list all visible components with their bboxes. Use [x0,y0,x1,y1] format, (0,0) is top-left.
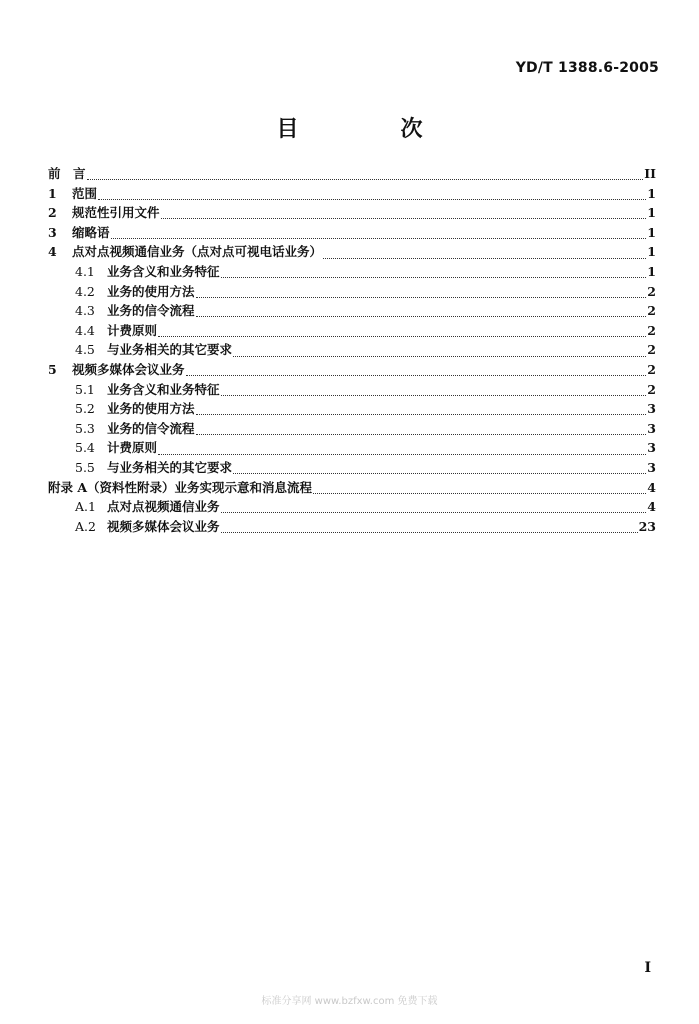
toc-entry-page: 4 [647,499,656,515]
toc-entry-title: 业务的使用方法 [107,401,195,417]
toc-entry[interactable] [48,321,656,341]
toc-entry-number: 4.1 [75,263,95,279]
toc-entry-title: 附录 A（资料性附录）业务实现示意和消息流程 [48,479,313,495]
toc-entry-page: 3 [647,420,656,436]
toc-entry-number: 5.1 [75,381,95,397]
toc-entry-page: 2 [647,283,656,299]
dot-leader [323,248,646,259]
dot-leader [313,483,646,494]
dot-leader [233,463,646,474]
toc-entry-title: 业务的信令流程 [107,303,195,319]
toc-entry-page: 4 [647,479,656,495]
toc-entry-page: 1 [647,224,656,240]
toc-entry-title: 规范性引用文件 [72,205,160,221]
dot-leader [221,267,647,278]
dot-leader [196,424,647,435]
dot-leader [111,228,647,239]
toc-entry-number: 4.2 [75,283,95,299]
toc-entry[interactable] [48,301,656,321]
toc-entry-title: 业务的信令流程 [107,420,195,436]
toc-entry-page: 2 [647,322,656,338]
toc-entry[interactable] [48,223,656,243]
toc-entry[interactable] [48,203,656,223]
toc-entry-page: 3 [647,440,656,456]
dot-leader [221,502,647,513]
dot-leader [98,189,646,200]
toc-entry-title: 业务含义和业务特征 [107,381,220,397]
toc-entry-title: 业务含义和业务特征 [107,263,220,279]
toc-entry-title: 与业务相关的其它要求 [107,342,233,358]
watermark-footer: 标准分享网 www.bzfxw.com 免费下载 [261,996,438,1007]
toc-entry-title: 缩略语 [72,224,110,240]
toc-entry-title: 范围 [72,185,98,201]
toc-entry-title: 点对点视频通信业务 [107,499,220,515]
dot-leader [221,522,638,533]
standard-code: YD/T 1388.6-2005 [515,60,659,76]
toc-entry-title: 计费原则 [107,322,158,338]
dot-leader [196,287,647,298]
dot-leader [158,444,646,455]
toc-entry[interactable] [48,164,656,184]
toc-entry[interactable] [48,438,656,458]
toc-entry[interactable] [48,458,656,478]
toc-entry-page: 1 [647,185,656,201]
toc-entry-number: 4.3 [75,303,95,319]
toc-entry[interactable] [48,399,656,419]
dot-leader [158,326,646,337]
toc-entry[interactable] [48,478,656,498]
toc-entry-page: 1 [647,263,656,279]
toc-entry-page: 2 [647,361,656,377]
toc-entry-number: 4.4 [75,322,95,338]
toc-entry-title: 点对点视频通信业务（点对点可视电话业务） [72,244,323,260]
dot-leader [87,169,644,180]
toc-entry-number: 1 [48,185,57,201]
toc-entry[interactable] [48,419,656,439]
toc-entry-number: 5.4 [75,440,95,456]
toc-entry[interactable] [48,282,656,302]
toc-entry-number: 5.3 [75,420,95,436]
toc-entry-title: 与业务相关的其它要求 [107,459,233,475]
toc-entry[interactable] [48,360,656,380]
toc-entry-number: 5 [48,361,57,377]
dot-leader [233,346,646,357]
toc-entry[interactable] [48,497,656,517]
toc-entry-page: II [644,166,656,181]
toc-entry-page: 23 [638,518,656,534]
toc-entry-title: 视频多媒体会议业务 [72,361,185,377]
dot-leader [186,365,647,376]
toc-entry-number: 5.5 [75,459,95,475]
toc-entry[interactable] [48,340,656,360]
toc-entry[interactable] [48,262,656,282]
toc-entry-title: 前 言 [48,166,86,181]
toc-entry-title: 计费原则 [107,440,158,456]
toc-entry-page: 3 [647,459,656,475]
toc-entry-page: 1 [647,205,656,221]
toc-entry-number: 4 [48,244,57,260]
toc-entry-page: 2 [647,381,656,397]
toc-entry-page: 2 [647,342,656,358]
toc-entry-number: A.1 [75,499,96,515]
dot-leader [221,385,647,396]
toc-entry-title: 视频多媒体会议业务 [107,518,220,534]
toc-entry-number: 4.5 [75,342,95,358]
toc-entry[interactable] [48,380,656,400]
toc-entry[interactable] [48,242,656,262]
dot-leader [196,306,647,317]
table-of-contents [48,164,656,536]
toc-entry-number: 5.2 [75,401,95,417]
dot-leader [161,208,647,219]
toc-entry-title: 业务的使用方法 [107,283,195,299]
dot-leader [196,404,647,415]
toc-entry-number: 2 [48,205,57,221]
toc-entry[interactable] [48,184,656,204]
toc-entry-page: 2 [647,303,656,319]
toc-entry-number: 3 [48,224,57,240]
toc-entry-page: 1 [647,244,656,260]
page-title: 目 次 [276,117,463,142]
toc-entry-page: 3 [647,401,656,417]
toc-entry-number: A.2 [75,518,96,534]
toc-entry[interactable] [48,517,656,537]
page-number: I [644,960,651,976]
